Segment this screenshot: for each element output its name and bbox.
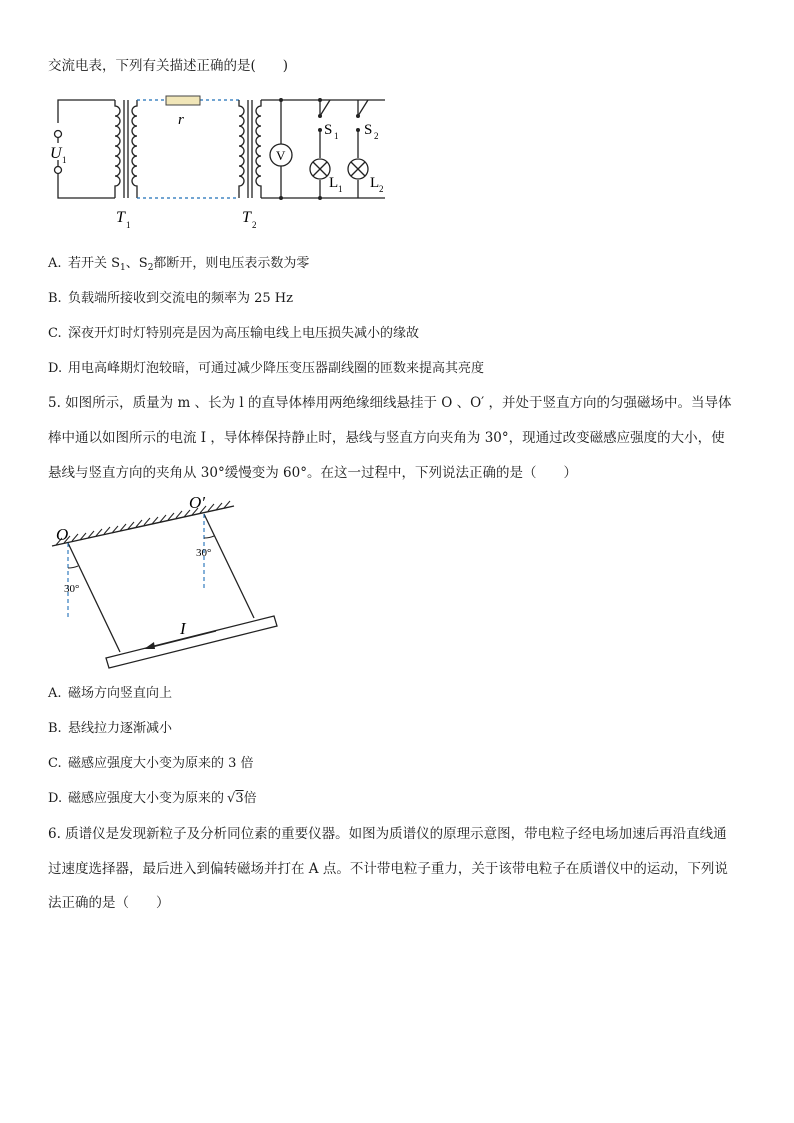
label-current-i: I — [180, 619, 186, 638]
transformer-circuit-figure — [40, 88, 400, 238]
source-wire-bottom — [58, 173, 115, 198]
label-r: r — [178, 112, 184, 128]
thread-right — [204, 514, 254, 618]
q4-option-c: C. 深夜开灯时灯特别亮是因为高压输电线上电压损失减小的缘故 — [48, 326, 420, 341]
label-l1: L — [329, 175, 339, 191]
label-s2-sub: 2 — [374, 131, 379, 141]
label-t2-sub: 2 — [252, 220, 257, 230]
label-l2-sub: 2 — [379, 184, 384, 194]
label-l1-sub: 1 — [338, 184, 343, 194]
q5-stem-line3: 悬线与竖直方向的夹角从 30°缓慢变为 60°。在这一过程中，下列说法正确的是（ ） — [48, 465, 577, 481]
terminal-top — [55, 131, 62, 138]
label-voltmeter: V — [276, 148, 286, 163]
q4-option-a: A. 若开关 $S_1$、$S_2$都断开，则电压表示数为零 — [48, 256, 310, 273]
label-o-prime: O′ — [189, 493, 205, 512]
q6-stem-line1: 6. 质谱仪是发现新粒子及分析同位素的重要仪器。如图为质谱仪的原理示意图，带电粒子经电场加速后再沿直线通 — [48, 826, 727, 842]
label-l2: L — [370, 175, 380, 191]
resistor-r — [166, 96, 200, 105]
label-angle-left: 30° — [64, 583, 80, 595]
current-arrow-head — [144, 642, 155, 649]
thread-left — [68, 543, 120, 652]
label-s2: S — [364, 122, 373, 138]
q6-stem-line2: 过速度选择器，最后进入到偏转磁场并打在 A 点。不计带电粒子重力，关于该带电粒子在质谱仪中的运动，下列说 — [48, 861, 728, 877]
q6-stem-line3: 法正确的是（ ） — [48, 895, 170, 911]
t1-primary-coil — [115, 100, 120, 198]
q5-option-d: D. 磁感应强度大小变为原来的 √3倍 — [48, 791, 257, 806]
ceiling-line — [52, 506, 234, 546]
angle-arc-left — [68, 566, 78, 568]
label-t1-sub: 1 — [126, 220, 131, 230]
q4-option-d: D. 用电高峰期灯泡较暗，可通过减少降压变压器副线圈的匝数来提高其亮度 — [48, 361, 485, 376]
switch-s2-blade — [358, 100, 368, 116]
label-s1: S — [324, 122, 333, 138]
q4-option-b: B. 负载端所接收到交流电的频率为 25 Hz — [48, 291, 293, 306]
q5-stem-line2: 棒中通以如图所示的电流 I ，导体棒保持静止时，悬线与竖直方向夹角为 30°，现通过改变磁感应强度的大小，使 — [48, 430, 725, 446]
label-t1: T — [116, 209, 125, 226]
angle-arc-right — [204, 536, 214, 538]
label-angle-right: 30° — [196, 547, 212, 559]
t2-secondary-coil — [256, 100, 261, 198]
label-s1-sub: 1 — [334, 131, 339, 141]
t1-secondary-coil — [132, 100, 137, 198]
q4-intro: 交流电表，下列有关描述正确的是( ) — [48, 58, 289, 74]
q5-stem-line1: 5. 如图所示，质量为 m 、长为 l 的直导体棒用两绝缘细线悬挂于 O 、O′ ，并处于竖直方向的匀强磁场中。当导体 — [48, 395, 732, 411]
conductor-rod — [106, 616, 277, 668]
switch-s1-blade — [320, 100, 330, 116]
hanging-rod-figure — [44, 488, 284, 673]
label-u1-sub: 1 — [62, 155, 67, 165]
label-t2: T — [242, 209, 251, 226]
label-u1: U — [50, 145, 62, 162]
q5-option-a: A. 磁场方向竖直向上 — [48, 686, 173, 701]
t2-primary-coil — [239, 100, 244, 198]
q5-option-b: B. 悬线拉力逐渐减小 — [48, 721, 173, 736]
label-o: O — [56, 525, 69, 544]
terminal-bottom — [55, 167, 62, 174]
q5-option-c: C. 磁感应强度大小变为原来的 3 倍 — [48, 756, 254, 771]
source-wire-top — [58, 100, 115, 123]
